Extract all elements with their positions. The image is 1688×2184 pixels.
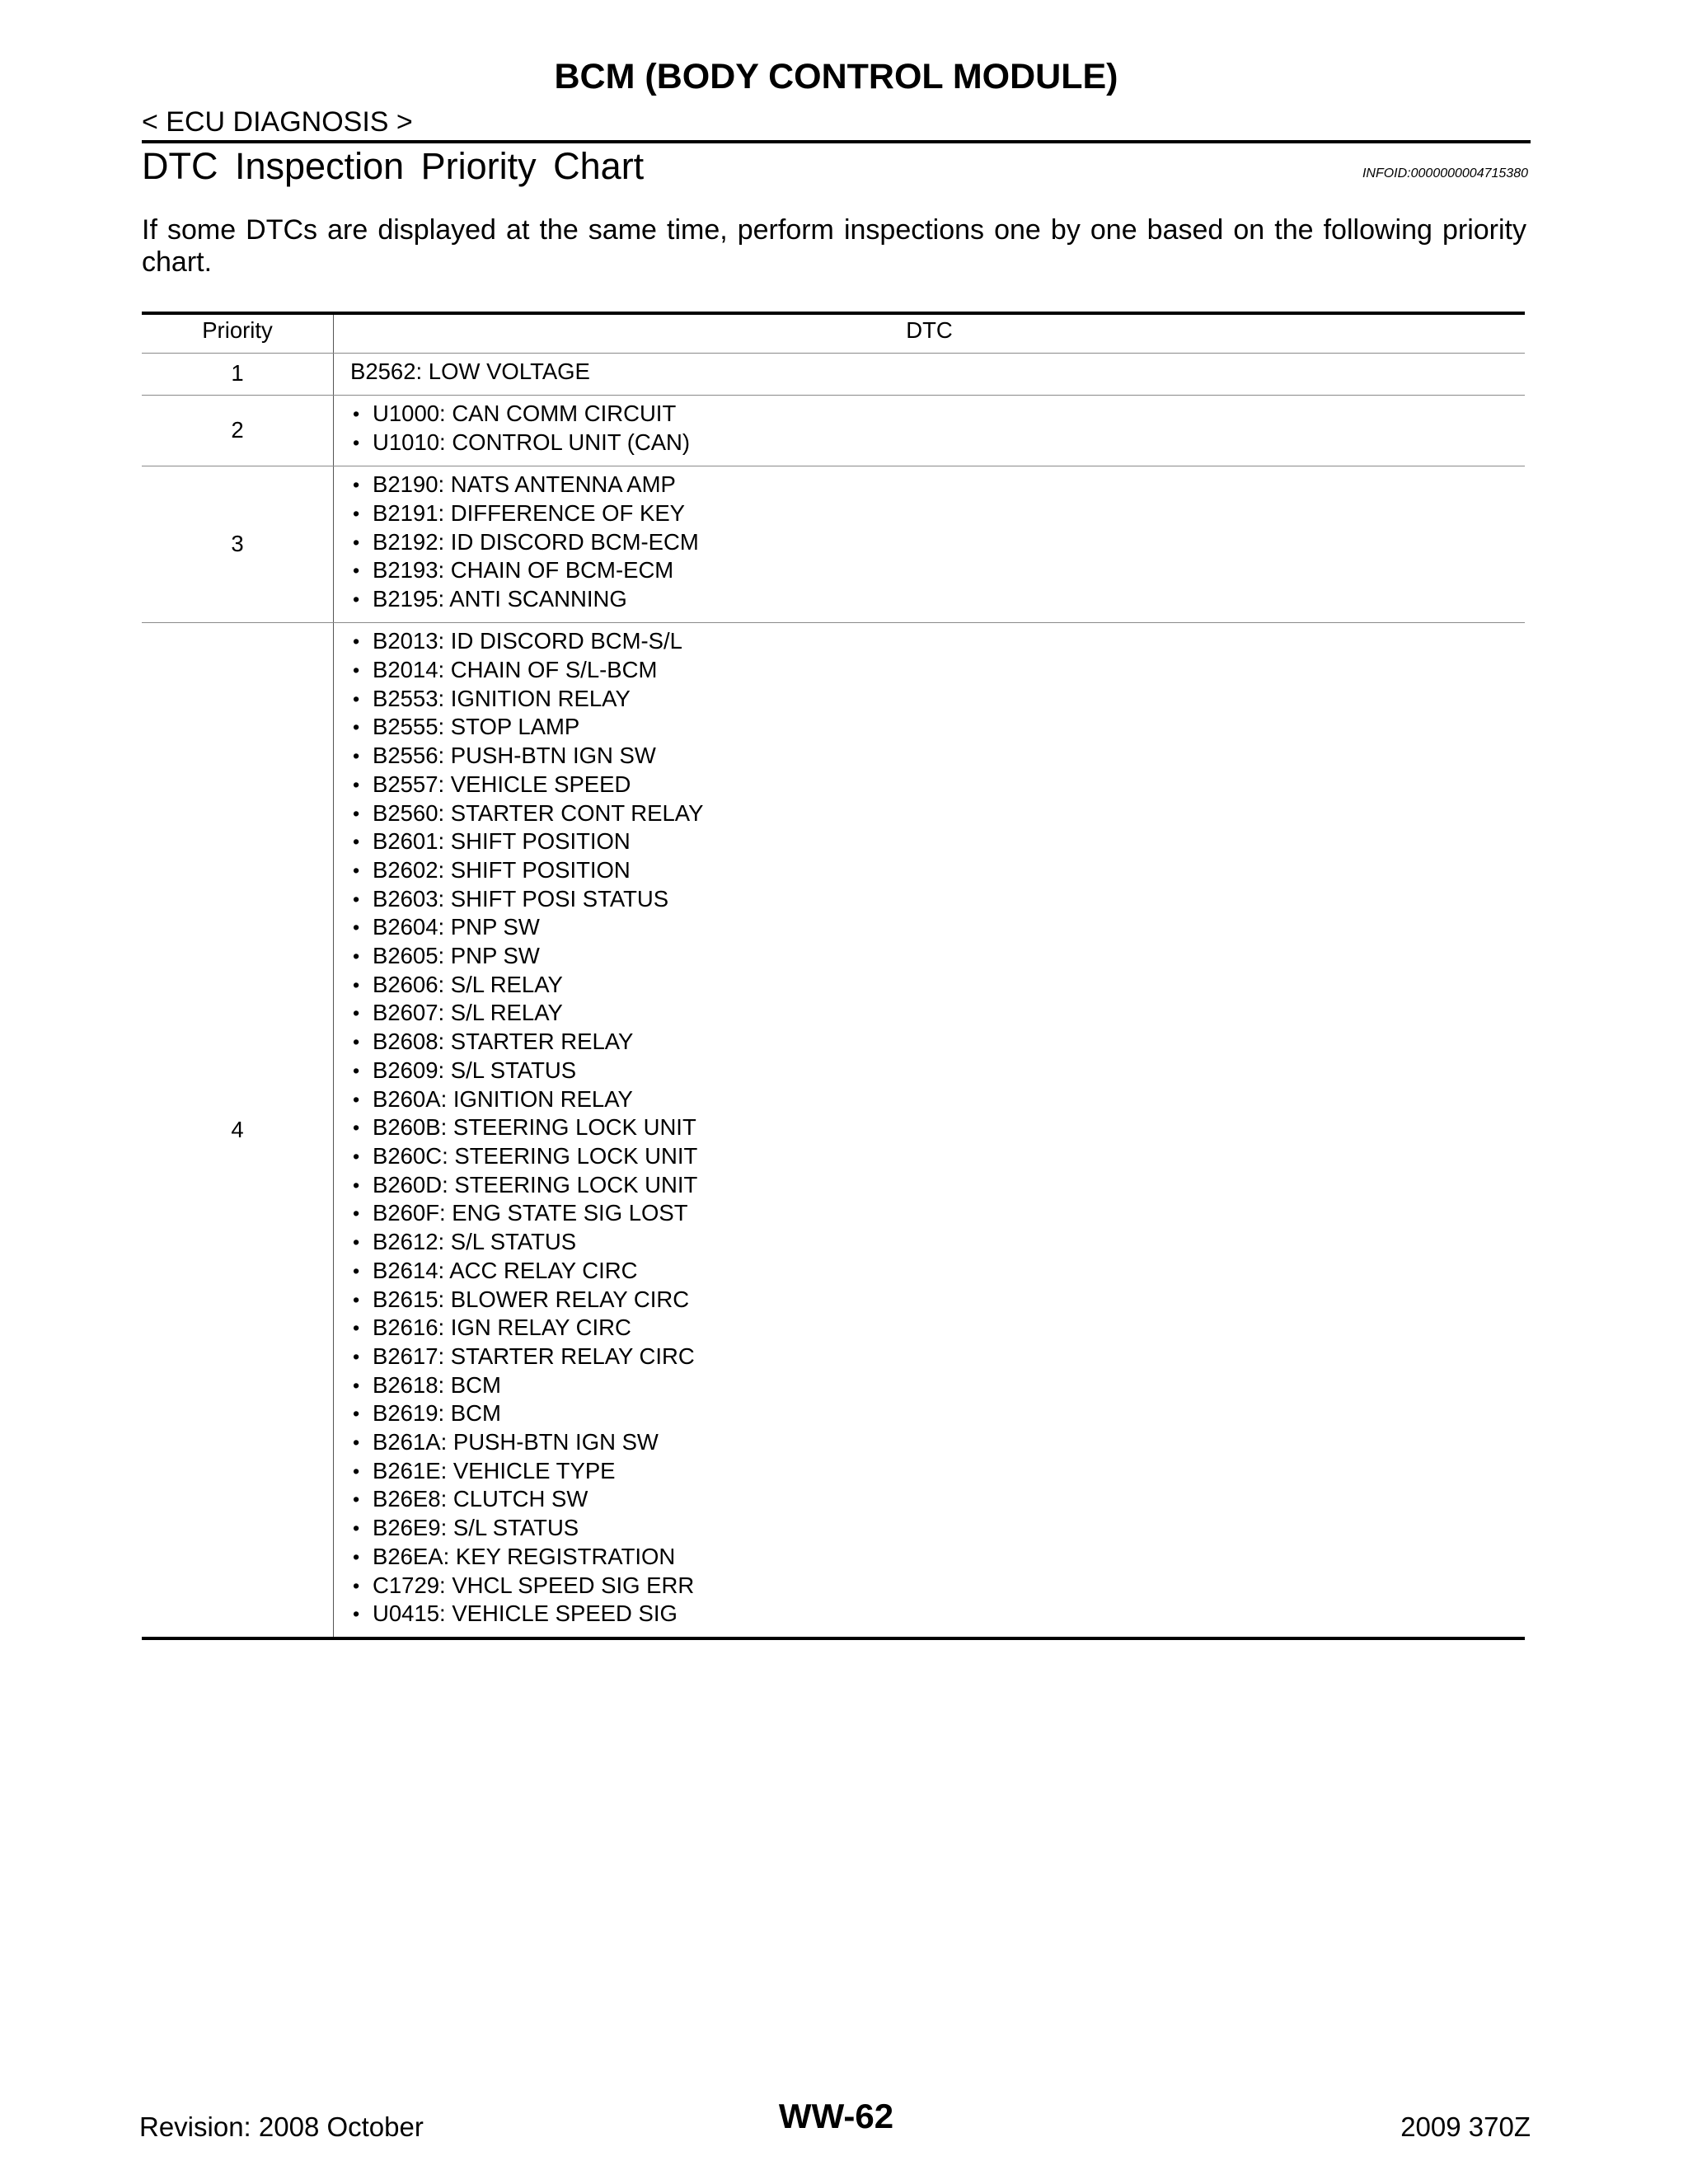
dtc-list — [350, 627, 1525, 1629]
table-row — [142, 354, 1525, 396]
column-header-priority: Priority — [142, 315, 334, 353]
dtc-item: • B2556: PUSH-BTN IGN SW — [350, 742, 1525, 771]
dtc-item: • B2601: SHIFT POSITION — [350, 827, 1525, 856]
dtc-item: • U0415: VEHICLE SPEED SIG — [350, 1600, 1525, 1629]
dtc-item: • B2608: STARTER RELAY — [350, 1028, 1525, 1057]
dtc-item: • B2190: NATS ANTENNA AMP — [350, 471, 1525, 499]
page-number: WW-62 — [778, 2097, 894, 2135]
dtc-item: • B2614: ACC RELAY CIRC — [350, 1257, 1525, 1286]
table-body — [142, 354, 1525, 1637]
table-row — [142, 466, 1525, 623]
footer-model: 2009 370Z — [1400, 2111, 1531, 2142]
dtc-item: • B260C: STEERING LOCK UNIT — [350, 1142, 1525, 1171]
dtc-item: • B2617: STARTER RELAY CIRC — [350, 1343, 1525, 1371]
dtc-item: • B2605: PNP SW — [350, 942, 1525, 971]
dtc-item: • B2013: ID DISCORD BCM-S/L — [350, 627, 1525, 656]
dtc-cell — [334, 466, 1525, 622]
dtc-item: • B2191: DIFFERENCE OF KEY — [350, 499, 1525, 528]
column-header-dtc: DTC — [906, 317, 953, 343]
dtc-item: • B2604: PNP SW — [350, 913, 1525, 942]
dtc-item: • B2192: ID DISCORD BCM-ECM — [350, 528, 1525, 557]
dtc-list — [350, 471, 1525, 614]
dtc-item: • B260D: STEERING LOCK UNIT — [350, 1171, 1525, 1200]
dtc-item: • C1729: VHCL SPEED SIG ERR — [350, 1572, 1525, 1601]
dtc-cell — [334, 354, 1525, 395]
dtc-item: • B2619: BCM — [350, 1399, 1525, 1428]
dtc-item: • U1010: CONTROL UNIT (CAN) — [350, 429, 1525, 457]
dtc-cell — [334, 623, 1525, 1637]
dtc-item: • B2615: BLOWER RELAY CIRC — [350, 1286, 1525, 1315]
dtc-item: • B2195: ANTI SCANNING — [350, 585, 1525, 614]
document-title: BCM (BODY CONTROL MODULE) — [554, 57, 1118, 96]
dtc-item: • B2602: SHIFT POSITION — [350, 856, 1525, 885]
priority-cell: 1 — [142, 354, 334, 395]
header-divider — [142, 140, 1531, 143]
table-row — [142, 623, 1525, 1637]
priority-cell: 2 — [142, 396, 334, 466]
dtc-item: • B26E8: CLUTCH SW — [350, 1485, 1525, 1514]
dtc-item: • B2014: CHAIN OF S/L-BCM — [350, 656, 1525, 685]
dtc-item: • B2616: IGN RELAY CIRC — [350, 1314, 1525, 1343]
dtc-item: • B2557: VEHICLE SPEED — [350, 771, 1525, 799]
dtc-item: • B2612: S/L STATUS — [350, 1228, 1525, 1257]
topic-title: DTC Inspection Priority Chart — [142, 145, 645, 187]
table-row — [142, 396, 1525, 466]
dtc-item: • B2606: S/L RELAY — [350, 971, 1525, 1000]
dtc-item: • B260B: STEERING LOCK UNIT — [350, 1113, 1525, 1142]
intro-paragraph: If some DTCs are displayed at the same time, perform inspections one by one based on the following priority chart. — [142, 214, 1526, 278]
dtc-item: • B26E9: S/L STATUS — [350, 1514, 1525, 1543]
priority-cell: 4 — [142, 623, 334, 1637]
priority-cell: 3 — [142, 466, 334, 622]
dtc-item: • U1000: CAN COMM CIRCUIT — [350, 400, 1525, 429]
dtc-item: • B26EA: KEY REGISTRATION — [350, 1543, 1525, 1572]
dtc-item: • B2553: IGNITION RELAY — [350, 685, 1525, 714]
dtc-list — [350, 358, 1525, 387]
section-breadcrumb: < ECU DIAGNOSIS > — [142, 106, 413, 138]
dtc-item: B2562: LOW VOLTAGE — [350, 359, 590, 385]
dtc-item: • B261A: PUSH-BTN IGN SW — [350, 1428, 1525, 1457]
dtc-item: • B2609: S/L STATUS — [350, 1057, 1525, 1085]
table-header-row — [142, 315, 1525, 354]
dtc-priority-table — [142, 312, 1525, 1640]
dtc-item: • B2603: SHIFT POSI STATUS — [350, 885, 1525, 914]
dtc-item: • B261E: VEHICLE TYPE — [350, 1457, 1525, 1486]
footer-revision: Revision: 2008 October — [139, 2111, 424, 2142]
dtc-item: • B260A: IGNITION RELAY — [350, 1085, 1525, 1114]
dtc-item: • B260F: ENG STATE SIG LOST — [350, 1199, 1525, 1228]
dtc-item: • B2193: CHAIN OF BCM-ECM — [350, 556, 1525, 585]
dtc-item: • B2555: STOP LAMP — [350, 713, 1525, 742]
dtc-item: • B2618: BCM — [350, 1371, 1525, 1400]
dtc-list — [350, 400, 1525, 457]
dtc-item: • B2560: STARTER CONT RELAY — [350, 799, 1525, 828]
dtc-item: • B2607: S/L RELAY — [350, 999, 1525, 1028]
dtc-cell — [334, 396, 1525, 466]
info-id: INFOID:0000000004715380 — [1362, 166, 1528, 180]
